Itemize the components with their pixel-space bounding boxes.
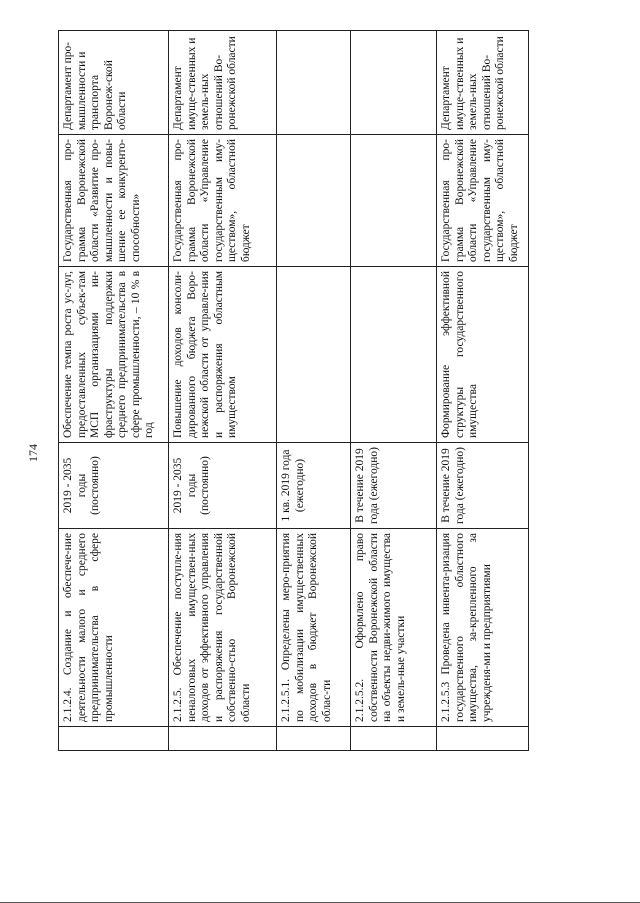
row-number-cell (437, 727, 529, 751)
row-number-cell (59, 727, 169, 751)
row-number-cell (169, 727, 277, 751)
result-cell: Формирование эффективной структуры государственного имущества (437, 267, 529, 443)
period-cell: 1 кв. 2019 года (ежегодно) (277, 443, 351, 529)
row-number-cell (351, 727, 437, 751)
source-cell: Государственная про-грамма Воронежской области «Управление государственным иму-ществом», областной бюджет (169, 135, 277, 267)
table-row (277, 31, 351, 751)
page-number: 174 (26, 444, 40, 462)
plan-table (58, 30, 529, 751)
source-cell: Государственная про-грамма Воронежской области «Развитие про-мышленности и повы-шение ее конкуренто-способности» (59, 135, 169, 267)
department-cell: Департамент имуще-ственных и земель-ных отношений Во-ронежской области (437, 31, 529, 135)
department-cell: Департамент про-мышленности и транспорта Воронеж-ской области (59, 31, 169, 135)
table-row (169, 31, 277, 751)
measure-name: 2.1.2.5.1. Определены меро-приятия по мобилизации имущественных доходов в бюджет Воронежской облас-ти (277, 529, 351, 727)
result-cell (351, 267, 437, 443)
result-cell: Повышение доходов консоли-дированного бюджета Воро-нежской области от управле-ния и распоряжения областным имуществом (169, 267, 277, 443)
period-cell: 2019 - 2035 годы (постоянно) (169, 443, 277, 529)
measure-name: 2.1.2.5. Обеспечение поступле-ния неналоговых имуществен-ных доходов от эффективного управления и распоряжения государственной собственно-стью Воронежской области (169, 529, 277, 727)
department-cell (351, 31, 437, 135)
table-row (351, 31, 437, 751)
table-row (437, 31, 529, 751)
measure-name: 2.1.2.5.3 Проведена инвента-ризация государственного областного имущества, за-крепленного за учрежденя-ми и предприятиями (437, 529, 529, 727)
source-cell (351, 135, 437, 267)
source-cell (277, 135, 351, 267)
period-cell: В течение 2019 года (ежегодно) (351, 443, 437, 529)
table-row (59, 31, 169, 751)
department-cell: Департамент имуще-ственных и земель-ных отношений Во-ронежской области (169, 31, 277, 135)
period-cell: В течение 2019 года (ежегодно) (437, 443, 529, 529)
row-number-cell (277, 727, 351, 751)
source-cell: Государственная про-грамма Воронежской области «Управление государственным иму-ществом», областной бюджет (437, 135, 529, 267)
measure-name: 2.1.2.5.2. Оформлено право собственности Воронежской области на объекты недви-жимого имущества и земель-ные участки (351, 529, 437, 727)
department-cell (277, 31, 351, 135)
result-cell (277, 267, 351, 443)
measure-name: 2.1.2.4. Создание и обеспече-ние деятельности малого и среднего предпринимательства в сфере промышленности (59, 529, 169, 727)
result-cell: Обеспечение темпа роста ус-луг, предоставленных субъек-там МСП организациями ин-фраструктуры поддержки среднего предпринимательства в сфере промышленности, – 10 % в год (59, 267, 169, 443)
period-cell: 2019 - 2035 годы (постоянно) (59, 443, 169, 529)
